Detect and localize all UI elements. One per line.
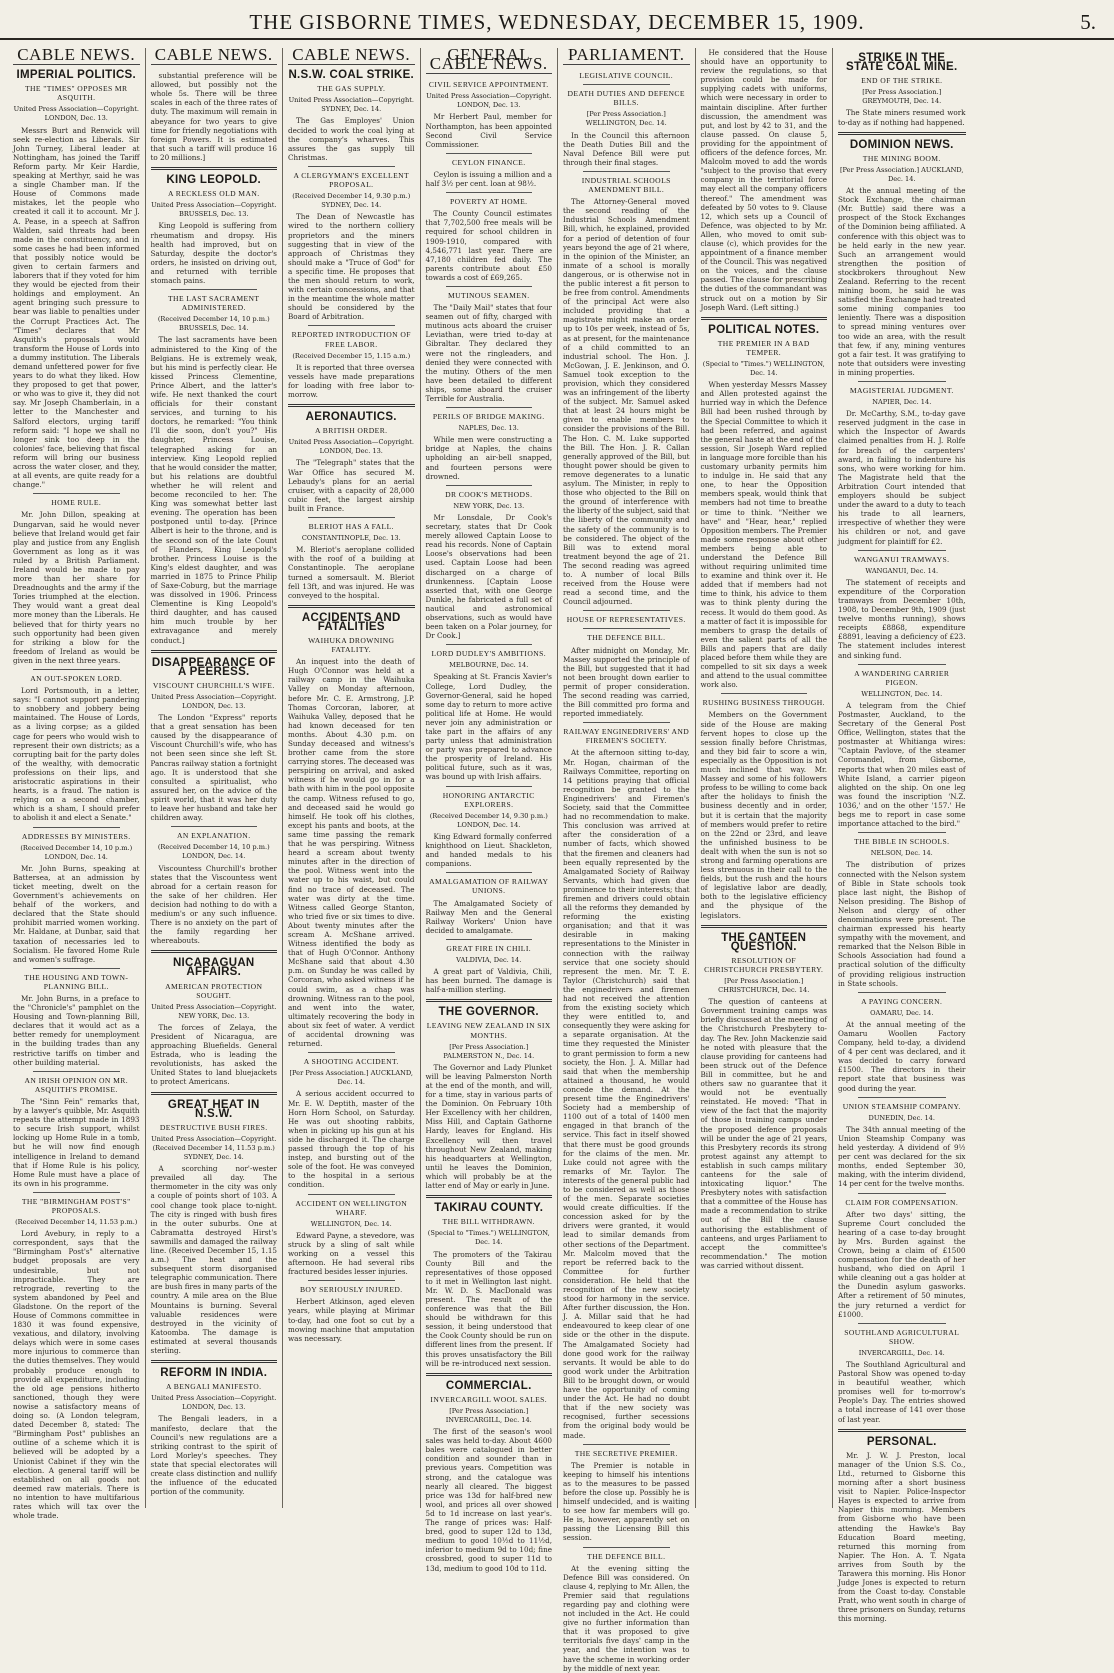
article — [13, 968, 140, 1067]
article-body: The last sacraments have been administered to the King of the Belgians. He is extremely weak, but his mind is perfectly clear. He kissed Princess Clementine, Prince Albert, and the latter's wife. He next thanked the court officials for their constant services, and turning to his doctors, he remarked: "You think I'll die soon, don't you?" His daughter, Princess Louise, telegraphed asking for an interview. King Leopold replied that he would consider the matter, but his relations are doubtful whether he will relent and become reconciled to her. The King was somewhat better last evening. The operation has been postponed until to-day. [Prince Albert is heir to the throne, and is the second son of the late Count of Flanders, King Leopold's brother. Princess Louise is the King's eldest daughter, and was married in 1875 to Prince Philip of Saxe-Coburg, but the marriage was dissolved in 1906. Princess Clementine is King Leopold's third daughter, and has caused him much trouble by her extravagance and merely conduct.] — [150, 335, 277, 645]
article — [151, 650, 278, 823]
dateline: WANGANUI, Dec. 14. — [865, 566, 939, 575]
headline: THE CANTEEN QUESTION. — [721, 931, 807, 953]
divider — [583, 1444, 670, 1445]
subheadline: THE DEFENCE BILL. — [587, 1551, 666, 1561]
article-body: King Leopold is suffering from rheumatism and dropsy. His health had improved, but on Saturday, despite the doctor's orders, he insisted on driving out, and returned with terrible stomach pains. — [150, 221, 277, 285]
divider — [426, 1195, 553, 1198]
article-body: Mr. John Burns, in a preface to the "Chronicle's" pamphlet on the Housing and Town-planning Bill, declares that it would act as a better remedy for unemployment in the building trades than any restrictive tariffs on timber and other building material. — [13, 994, 140, 1067]
divider — [583, 1547, 670, 1548]
divider — [288, 404, 415, 407]
article-body: Lord Portsmouth, in a letter, says: "I cannot support pandering to snobbery and jobbery being maintained. The House of Lords, as a living corpse; as a gilded cage for peers who would wish to represent their own districts; as a corrupting bait for the party doles of the wealthy, with democratic professions on their lips, and aristocratic aspirations in their hearts, is a fraud. The nation is relying on a second chamber, which is a sham, I should prefer to abolish it and elect a Senate." — [13, 686, 140, 823]
article-body: The "Daily Mail" states that four seamen out of fifty, charged with mutinous acts aboard the cruiser Leviathan, were tried to-day at Gibraltar. They declared they were not the ringleaders, and denied they were connected with the mutiny. Others of the men have been detailed to different ships, some aboard the cruiser Terrible for Australia. — [425, 303, 552, 403]
article-body: The first of the season's wool sales was held to-day. About 4600 bales were catalogued in better condition and sounder than in previous years. Competition was strong, and the catalogue was nearly all cleared. The biggest price was 13d for half-bred new wool, and prices all over showed 5d to 1d increase on last year's. The range of prices was: Half-bred, good to super 12d to 13d, medium to good 10½d to 11½d, inferior to medium 9d to 10d; fine crossbred, good to super 11d to 13d, medium to good 10d to 11d. — [425, 1427, 552, 1573]
divider — [151, 167, 278, 170]
dateline: United Press Association—Copyright. LONDON, Dec. 13. — [151, 692, 277, 710]
dateline: WELLINGTON, Dec. 14. — [310, 1219, 392, 1228]
column-header: CABLE NEWS. — [288, 48, 415, 65]
subheadline: THE PREMIER IN A BAD TEMPER. — [717, 338, 810, 357]
subheadline: MAGISTERIAL JUDGMENT. — [849, 386, 954, 395]
subheadline: GREAT FIRE IN CHILI. — [446, 943, 532, 953]
headline: N.S.W. COAL STRIKE. — [288, 69, 415, 82]
article — [151, 167, 278, 285]
subheadline: REPORTED INTRODUCTION OF FREE LABOR. — [291, 330, 411, 349]
article-body: Dr. McCarthy, S.M., to-day gave reserved judgment in the case in which the Inspector of Awards claimed penalties from H. J. Rolfe for breach of the carpenters' award, in failing to indenture his sons, who were working for him. The Magistrate held that the Arbitration Court intended that employers should be subject under the award to a duty to teach his trade to all learners, irrespective of whether they were his children or not, and gave judgment for plaintiff for £2. — [838, 409, 966, 546]
article-body: Mr. J. W. J. Preston, local manager of the Union S.S. Co., Ltd., returned to Gisborne this morning after a short business visit to Napier. Police-Inspector Hayes is expected to arrive from Napier this morning. Members from Gisborne who have been attending the Hawke's Bay Education Board meeting, returned this morning from Napier. The Hon. A. T. Ngata arrives from South by the Tarawera this morning. His Honor Judge Jones is expected to return from the Coast to-day. Constable Pratt, who went south in charge of three prisoners on Sunday, returns this morning. — [838, 1450, 966, 1624]
article-body: King Edward formally conferred knighthood on Lieut. Shackleton, and handed medals to his companions. — [425, 831, 552, 869]
article — [701, 925, 828, 1270]
dateline: OAMARU, Dec. 14. — [870, 1008, 934, 1017]
article-body: The forces of Zelaya, the President of Nicaragua, are approaching Bluefields. General Estrada, who is leading the revolutionists, has asked the United States to land bluejackets to protect Americans. — [150, 1022, 277, 1087]
divider — [858, 1193, 946, 1194]
column-header: PARLIAMENT. — [563, 48, 690, 65]
divider — [151, 950, 278, 953]
article — [288, 1194, 415, 1277]
article — [13, 827, 140, 964]
headline: STRIKE IN THE STATE COAL MINE. — [846, 52, 958, 74]
subheadline: RAILWAY ENGINEDRIVERS' AND FIREMEN'S SOCIETY. — [563, 727, 690, 746]
article-body: After two days' sitting, the Supreme Court concluded the hearing of a case to-day brought by Mrs. Burden against the Crown, being a claim of £1500 compensation for the death of her husband, who died on April 1 while cleaning out a gas holder at the Dunedin asylum gasworks. After a retirement of 50 minutes, the jury returned a verdict for £1000. — [838, 1209, 966, 1319]
divider — [858, 381, 946, 382]
dateline: (Received December 14, 9.30 p.m.) LONDON, Dec. 14. — [429, 811, 548, 829]
subheadline: HONORING ANTARCTIC EXPLORERS. — [442, 790, 535, 809]
article-body: While men were constructing a bridge at Naples, the chains upholding an air-bell snapped, and fourteen persons were drowned. — [425, 435, 552, 481]
dateline: (Received December 14, 10 p.m.) LONDON, Dec. 14. — [157, 843, 270, 861]
dateline: United Press Association—Copyright. BRUSSELS, Dec. 13. — [151, 201, 277, 219]
article — [426, 80, 553, 149]
newspaper-title: THE GISBORNE TIMES, WEDNESDAY, DECEMBER 15, 1909. — [249, 10, 865, 34]
subheadline: END OF THE STRIKE. — [861, 76, 943, 86]
article — [563, 84, 690, 167]
article — [426, 1373, 553, 1573]
divider — [583, 84, 670, 85]
divider — [446, 485, 533, 486]
headline: TAKIRAU COUNTY. — [434, 1202, 544, 1215]
article — [838, 54, 966, 127]
article-body: Members on the Government side of the House are making fervent hopes to close up the session finally before Christmas, and they bid fair to score a win, especially as the Opposition is not much inclined that way. Mr. Massey and some of his followers profess to be willing to come back after the holidays to finish the business decently and in order, but it is certain that the majority of members would prefer to retire on the 22nd or 23rd, and leave the unfinished business to be dealt with when the sun is not so strong and farming operations are less strenuous in their call to the fields, but the rush and the hours of legislative labor are deadly, both to the legislative efficiency and the physique of the legislators. — [700, 710, 827, 920]
subheadline: AMALGAMATION OF RAILWAY UNIONS. — [429, 877, 549, 896]
divider — [446, 153, 533, 154]
dateline: United Press Association—Copyright. LONDON, Dec. 13. — [151, 1394, 277, 1412]
divider — [446, 939, 533, 940]
dateline: NAPLES, Dec. 13. — [458, 424, 519, 433]
article — [701, 693, 828, 919]
subheadline: INDUSTRIAL SCHOOLS AMENDMENT BILL. — [581, 175, 671, 195]
subheadline: LEAVING NEW ZEALAND IN SIX MONTHS. — [426, 1021, 551, 1040]
article — [13, 1192, 140, 1520]
article-body: The Premier is notable in keeping to himself his intentions as to the measures to be passed before the close up. Possibly he is himself undecided, and is waiting to see how far members will go. He is, however, apparently set on passing the Licensing Bill this session. — [563, 1460, 690, 1543]
article — [426, 786, 553, 869]
article — [426, 999, 553, 1190]
article-body: The County Council estimates that 7,702,500 free meals will be required for school children in 1909-1910, compared with 4,546,771 last year. There are 47,180 children fed daily. The parents contribute about £50 towards a cost of £69,265. — [425, 209, 552, 282]
subheadline: RESOLUTION OF CHRISTCHURCH PRESBYTERY. — [704, 955, 824, 974]
divider — [701, 317, 828, 320]
article — [563, 628, 690, 718]
headline: DISAPPEARANCE OF A PEERESS. — [151, 656, 276, 678]
dateline: DUNEDIN, Dec. 14. — [868, 1113, 935, 1122]
divider — [583, 722, 670, 723]
divider — [446, 786, 533, 787]
headline: POLITICAL NOTES. — [708, 323, 820, 336]
article-body: A serious accident occurred to Mr. E. W. Deptith, master of the Horn Horn School, on Saturday. He was out shooting rabbits, when in picking up his gun at his side he discharged it. The charge passed through the top of his instep, and bursting out of the sole of the foot. He was conveyed to the hospital in a serious condition. — [288, 1089, 415, 1190]
article-body: A telegram from the Chief Postmaster, Auckland, to the Secretary of the General Post Office, Wellington, states that the postmaster at Whitianga wires: "Captain Pavlove, of the steamer Coromandel, from Gisborne, reports that when 20 miles east of White Island, a carrier pigeon alighted on the ship. On one leg was found the inscription 'N.Z. 1036,' and on the other '157.' He begs me to report in case some importance attached to the bird." — [838, 700, 966, 829]
article — [838, 132, 966, 377]
article — [838, 1429, 966, 1624]
divider — [171, 826, 258, 827]
divider — [858, 992, 946, 993]
article — [838, 832, 966, 988]
dateline: (Received December 14, 11.53 p.m.) — [15, 1218, 138, 1227]
subheadline: PERILS OF BRIDGE MAKING. — [432, 412, 545, 422]
subheadline: AN IRISH OPINION ON MR. ASQUITH'S PROMISE. — [24, 1075, 128, 1094]
divider — [446, 872, 533, 873]
dateline: United Press Association—Copyright. LONDON, Dec. 13. — [288, 438, 414, 456]
divider — [33, 493, 120, 494]
article-body: Mr Herbert Paul, member for Northampton, has been appointed Second Civil Service Commissioner. — [425, 112, 552, 149]
article-body: The London "Express" reports that a great sensation has been caused by the disappearance of Viscount Churchill's wife, who has not been seen since she left St. Pancras railway station a fortnight ago. It is understood that she consulted a spiritualist, who assured her, on the advice of the spirit world, that it was her duty to leave her husband and take her children away. — [150, 713, 277, 823]
article — [288, 605, 415, 1048]
divider — [308, 1280, 395, 1281]
article — [563, 1547, 690, 1673]
subheadline: CLAIM FOR COMPENSATION. — [845, 1197, 959, 1207]
headline: DOMINION NEWS. — [849, 138, 954, 151]
column-7 — [833, 48, 971, 1624]
subheadline: THE SECRETIVE PREMIER. — [574, 1448, 678, 1458]
divider — [446, 407, 533, 408]
divider — [308, 1194, 395, 1195]
article-body: Messrs Burt and Renwick will seek re-election as Liberals. Sir John Turney, Liberal leader at Nottingham, has joined the Tariff Reform party. Mr Keir Hardie, speaking at Merthyr, said he was a single Chamber man. If the House of Commons made mistakes, let the people who created it call it to account. Mr J. A. Pease, in a speech at Saffron Walden, said threats had been made in the constituency, and in some cases he had been informed that possibly notice would be given to certain farmers and laborers that if they voted for him they would be ejected from their holdings and employment. An agent bringing such pressure to bear was liable to penalties under the Corrupt Practices Act. The "Times" declares that Mr Asquith's proposals would transform the House of Lords into a dummy institution. The Liberals demand unfettered power for five years to do what they liked. How they proposed to get that power, or who was to give it, they did not say. Mr Joseph Chamberlain, in a letter to the Manchester and Salford electors, urging tariff reform said: "I hope we shall no longer sink too deep in the colonies' face, believing that fiscal reform will bring our business across the water closer, and they, at all events, are quite ready for a change." — [13, 125, 140, 490]
article — [426, 485, 553, 641]
divider — [33, 1192, 120, 1193]
article — [288, 166, 415, 322]
dateline: United Press Association—Copyright. LONDON, Dec. 13. — [426, 92, 552, 110]
article-body: A great part of Valdivia, Chili, has been burned. The damage is half-a-million sterling. — [425, 967, 552, 995]
divider — [308, 517, 395, 518]
dateline: [Per Press Association.] AUCKLAND, Dec. 14. — [839, 165, 964, 183]
article-body: It is reported that three oversea vessels have made preparations for loading with free labor to-morrow. — [288, 362, 415, 399]
dateline: NEW YORK, Dec. 13. — [453, 501, 525, 510]
column-6 — [696, 48, 834, 1508]
dateline: MELBOURNE, Dec. 14. — [449, 661, 529, 670]
column-5 — [558, 45, 696, 1673]
article — [838, 550, 966, 660]
article-body: M. Bleriot's aeroplane collided with the roof of a building at Constantinople. The aeroplane turned a somersault. M. Bleriot fell 13ft, and was injured. He was conveyed to the hospital. — [288, 545, 415, 600]
dateline: (Received December 14, 10 p.m.) BRUSSELS, Dec. 14. — [157, 315, 270, 333]
divider — [33, 968, 120, 969]
article — [838, 381, 966, 546]
article-body: Viscountess Churchill's brother states that the Viscountess went abroad for a certain reason for the sake of her children. Her decision had nothing to do with a medium's or any such influence. There is no anxiety on the part of the family regarding her whereabouts. — [150, 863, 277, 946]
subheadline: A BENGALI MANIFESTO. — [166, 1382, 262, 1392]
column-3 — [283, 45, 421, 1508]
headline: THE GOVERNOR. — [438, 1006, 539, 1019]
subheadline: THE HOUSING AND TOWN-PLANNING BILL. — [24, 972, 129, 991]
column-4 — [421, 45, 559, 1573]
article — [838, 1323, 966, 1424]
headline: NICARAGUAN AFFAIRS. — [172, 957, 255, 979]
column-header: CABLE NEWS. — [151, 48, 278, 65]
article — [426, 644, 553, 781]
dateline: WELLINGTON, Dec. 14. — [861, 689, 943, 698]
article-body: At the afternoon sitting to-day, Mr. Hogan, chairman of the Railways Committee, reporting on 14 petitions praying that official recognition be granted to the Enginedrivers' and Firemen's Society, said that the Committee had no recommendation to make. This conclusion was arrived at after the consideration of a number of facts, which showed that the firemen and cleaners had been equally represented by the Amalgamated Society of Railway Servants, which had given due prominence to their interests; that firemen and drivers could obtain all the reforms they demanded by reforming the existing organisation; and that it was desirable in making representations to the Minister in connection with the railway service that one society should represent the men. Mr. T. E. Taylor (Christchurch) said that the enginedrivers and firemen had not received the attention from the existing society which they were entitled to, and consequently they were asking for a separate organisation. At the time they requested the Minister to grant permission to form a new society, the Hon. J. A. Millar had said that when the membership attained a thousand, he would concede the demand. At the present time the Enginedrivers' Society had a membership of 1100 out of a total of 1400 men engaged in that branch of the service. This fact in itself showed that there must be good grounds for the claims of the men. Mr. Luke could not agree with the remarks of Mr. Taylor. The interests of the general public had to be considered as well as those of the men. Separate societies would create difficulties. If the concession asked for by the drivers were granted, it would lead to similar demands from other sections of the Department. Mr. Malcolm moved that the report be referred back to the Committee for further consideration. He held that the recognition of the new society stood for harmony in the service. After further discussion, the Hon. J. A. Millar said that he had endeavoured to keep clear of one side or the other in the dispute. The Amalgamated Society had done good work for the railway servants. It would be able to do good work under the Arbitration Bill to be brought down, or would have the opportunity of coming under the Act. He had no doubt that if the new society was recognised, further secessions from the original body would be made. — [563, 748, 690, 1440]
subheadline: A SHOOTING ACCIDENT. — [303, 1057, 399, 1067]
divider — [583, 610, 670, 611]
article-body: The 34th annual meeting of the Union Steamship Company was held yesterday. A dividend of 9½ per cent was declared for the six months, ended September 30, making, with the interim dividend, 14 per cent for the twelve months. — [838, 1124, 966, 1189]
subheadline: BOY SERIOUSLY INJURED. — [299, 1285, 403, 1295]
column-header: CABLE NEWS. — [13, 48, 140, 65]
article — [288, 517, 415, 600]
dateline: (Received December 15, 1.15 a.m.) — [292, 351, 411, 360]
divider — [33, 1071, 120, 1072]
article-body: The question of canteens at Government training camps was briefly discussed at the meeting of the Christchurch Presbytery to-day. The Rev. John Mackenzie said he noted with pleasure that the clause providing for canteens had been struck out of the Defence Bill in committee, but he and others saw no guarantee that it would not be eventually reinstated. He moved: "That in view of the fact that the majority of those in training camps under the proposed defence proposals will be under the age of 21 years, this Presbytery records its strong protest against any attempt to establish in such camps military canteens for the sale of intoxicating liquor." The Presbytery notes with satisfaction that a committee of the House has made a recommendation to strike out of the Bill the clause authorising the establishment of canteens, and urges Parliament to accept the committee's recommendation." The motion was carried without dissent. — [700, 997, 827, 1270]
subheadline: A BRITISH ORDER. — [315, 426, 388, 436]
column-header: GENERAL CABLE NEWS. — [426, 48, 553, 74]
article — [426, 192, 553, 282]
divider — [308, 325, 395, 326]
subheadline: CIVIL SERVICE APPOINTMENT. — [428, 80, 549, 90]
subheadline: THE LAST SACRAMENT ADMINISTERED. — [168, 294, 260, 313]
article-body: He considered that the House should have an opportunity to review the regulations, so that provision could be made for supplying cadets with uniforms, which were necessary in order to maintain discipline. After further discussion, the amendment was put, and lost by 42 to 31, and the clause passed. On clause 5, providing for the appointment of officers of the defence forces, Mr. Malcolm moved to add the words "subject to the proviso that every company in the territorial force may elect all the company officers thereof." The amendment was defeated by 50 votes to 9. Clause 12, which sets up a Council of Defence, was objected to by Mr. Allen, who moved to omit sub-clause (c), which provides for the appointment of a finance member of the Council. This was negatived on the voices, and the clause passed. The clause for prescribing the duties of the commandant was struck out on a motion by Sir Joseph Ward. (Left sitting.) — [700, 48, 827, 312]
divider — [701, 925, 828, 928]
article-body: The Dean of Newcastle has wired to the northern colliery proprietors and the miners suggesting that in view of the approach of Christmas they should make a "Truce of God" for a specific time. He proposes that the men should return to work, with certain concessions, and that in the meantime the whole matter should be considered by the Board of Arbitration. — [288, 212, 415, 322]
article-body: In the Council this afternoon the Death Duties Bill and the Naval Defence Bill were put through their final stages. — [563, 130, 690, 167]
subheadline: HOME RULE. — [51, 498, 102, 508]
article — [838, 664, 966, 829]
divider — [151, 1092, 278, 1095]
article — [426, 153, 553, 188]
subheadline: INVERCARGILL WOOL SALES. — [430, 1394, 548, 1404]
article-body: The distribution of prizes connected with the Nelson system of Bible in State schools took place last night, the Bishop of Nelson presiding. The Bishop of Nelson and clergy of other denominations were present. The chairman expressed his hearty sympathy with the movement, and remarked that the Nelson Bible in Schools Association had found a practical solution of the difficulty of providing religious instruction in State schools. — [838, 860, 966, 988]
divider — [858, 1097, 946, 1098]
page-number: 5. — [1080, 10, 1096, 34]
subheadline: AMERICAN PROTECTION SOUGHT. — [165, 981, 263, 1000]
subheadline: SOUTHLAND AGRICULTURAL SHOW. — [844, 1327, 960, 1346]
article — [563, 1444, 690, 1543]
subheadline: A RECKLESS OLD MAN. — [167, 189, 260, 199]
headline: COMMERCIAL. — [445, 1379, 532, 1392]
article-body: When yesterday Messrs Massey and Allen protested against the hurried way in which the Defence Bill had been rushed through by the Special Committee to which it had been referred, and against the general haste at the end of the session, Sir Joseph Ward replied in language more forcible than his customary urbanity permits him to indulge in. He said that any one, to hear the Opposition members speak, would think that members had not time to breathe or time to think. "Neither we have" and "Hear, hear," replied Opposition members. The Premier made some response about other members being able to understand the Defence Bill without requiring unlimited time to examine and think over it. He added that if members had not time to think, his advice to them was to think plenty during the recess. It would do them good. As a matter of fact it is impossible for members to grasp the details of even the salient parts of all the Bills and papers that are daily placed before them while they are compelled to sit six days a week and attend to the usual committee work also. — [700, 380, 827, 690]
subheadline: WANGANUI TRAMWAYS. — [854, 554, 950, 564]
article-body: The promoters of the Takirau County Bill and the representatives of those opposed to it met in Wellington last night. Mr. W. D. S. MacDonald was present. The result of the conference was that the Bill should be withdrawn for this session, it being understood that the Cook County should be run on different lines from the present. If this proves unsatisfactory the Bill will be re-introduced next session. — [425, 1249, 552, 1368]
subheadline: THE "TIMES" OPPOSES MR ASQUITH. — [24, 84, 128, 103]
subheadline: A WANDERING CARRIER PIGEON. — [854, 668, 950, 687]
article — [426, 407, 553, 481]
divider — [583, 171, 670, 172]
article-body: A scorching nor'-wester prevailed all day. The thermometer in the city was only a couple of points short of 103. A cool change took place to-night. The city is ringed with bush fires in the outer suburbs. One at Cabramatta destroyed Hirst's sawmills and damaged the railway line. (Received December 15, 1.15 a.m.) The heat and the subsequent storm disorganised telegraphic communication. There are bush fires in many parts of the country. A mile area on the Blue Mountains is burning. Several valuable residences were destroyed in the vicinity of Katoomba. The damage is estimated at several thousands sterling. — [150, 1164, 277, 1355]
divider — [33, 669, 120, 670]
article-body: The Attorney-General moved the second reading of the Industrial Schools Amendment Bill, which, he explained, provided for a period of detention of four years beyond the age of 21 where, in the opinion of the Minister, an inmate of a school is morally dangerous, or is otherwise not in the public interest a fit person to be free from control. Amendments of the principal Act were also included providing that a magistrate might make an order up to 10s per week, instead of 5s, as at present, for the maintenance of a child committed to an industrial school. The Hon. J. McGowan, J. E. Jenkinson, and O. Samuel took exception to the provision, which they considered was an infringement of the liberty of the subject. Mr. Samuel asked that at least 24 hours might be given to enable members to consider the provisions of the Bill. The Hon. C. M. Luke supported the Bill. The Hon. J. R. Callan generally approved of the Bill, but thought power should be given to remove degenerates to a lunatic asylum. The Minister, in reply to those who objected to the Bill on the ground of interference with the liberty of the subject, said that the liberty of the community and the safety of the community is to be considered. The object of the Bill was to extend moral treatment beyond the age of 21. The second reading was agreed to. A number of local Bills received from the House were read a second time, and the Council adjourned. — [563, 197, 690, 607]
headline: PERSONAL. — [866, 1435, 937, 1448]
divider — [151, 1360, 278, 1363]
subheadline: UNION STEAMSHIP COMPANY. — [842, 1101, 961, 1111]
article — [426, 939, 553, 994]
subheadline: THE GAS SUPPLY. — [317, 84, 386, 94]
article-body: An inquest into the death of Hugh O'Connor was held at a railway camp in the Waihuka Valley on Monday afternoon, before Mr. C. E. Armstrong, J.P. Thomas Corcoran, laborer, at Waihuka Valley, deposed that he had known deceased for ten months. About 4.30 p.m. on Sunday deceased and witness's brother came from the store carrying stores. The deceased was perspiring on arrival, and asked witness if he would go in for a bath with him in the pool opposite the camp. Witness refused to go, and deceased said he would go himself. He took off his clothes, except his pants and boots, at the same time passing the remark that he was perspiring. Witness heard a scream about twenty minutes after in the direction of the pool. Witness went into the water up to his waist, but could find no trace of deceased. The water was dirty at the time. Witness called George Stanton, who tried five or six times to dive. About twenty minutes after the scream A. McShane arrived. Witness identified the body as that of Hugh O'Connor. Anthony McShane said that about 4.30 p.m. on Sunday he was called by Corcoran, who asked witness if he could swim, as a chap was drowning. Witness ran to the pool, and went into the water, ultimately recovering the body in about six feet of water. A verdict of accidental drowning was returned. — [288, 657, 415, 1049]
dateline: VALDIVIA, Dec. 14. — [456, 955, 522, 964]
article-body: The State miners resumed work to-day as if nothing had happened. — [838, 108, 966, 127]
article — [151, 289, 278, 645]
article — [151, 1092, 278, 1356]
dateline: NELSON, Dec. 14. — [870, 849, 933, 858]
divider — [858, 664, 946, 665]
subheadline: THE DEFENCE BILL. — [587, 633, 666, 643]
headline: ACCIDENTS AND FATALITIES — [301, 611, 401, 633]
article-body: Mr. John Dillon, speaking at Dungarvan, said he would never believe that Ireland would get fair play and justice from any English Government as long as it was ruled by a British Parliament. Ireland would be made to pay more than her share for Dreadnoughts and the army if the Tories triumphed at the election. They would want a great deal more money than the Liberals. He believed that for thirty years no such opportunity had been given for striking a blow for the freedom of Ireland as would be given in the next three years. — [13, 510, 140, 665]
subheadline: VISCOUNT CHURCHILL'S WIFE. — [152, 680, 275, 690]
article — [838, 1097, 966, 1189]
article — [13, 493, 140, 665]
article — [288, 1052, 415, 1189]
dateline: United Press Association—Copyright. NEW YORK, Dec. 13. — [151, 1002, 277, 1020]
headline: KING LEOPOLD. — [166, 174, 262, 187]
dateline: United Press Association—Copyright. (Received December 14, 11.53 p.m.) SYDNEY, Dec. 14. — [151, 1134, 277, 1162]
article — [426, 286, 553, 403]
article-body: The "Sinn Fein" remarks that, by a lawyer's quibble, Mr. Asquith repeats the attempt made in 1893 to secure Irish support, whilst locking up Home Rule in a tomb, but he will now find enough intelligence in Ireland to demand that if Home Rule is his policy, Home Rule must have a place of its own in his programme. — [13, 1096, 140, 1188]
dateline: United Press Association—Copyright. SYDNEY, Dec. 14. — [288, 96, 414, 114]
article-body: Ceylon is issuing a million and a half 3½ per cent. loan at 98½. — [425, 169, 552, 189]
divider — [446, 286, 533, 287]
divider — [171, 289, 258, 290]
subheadline: DEATH DUTIES AND DEFENCE BILLS. — [567, 89, 685, 108]
subheadline: AN OUT-SPOKEN LORD. — [30, 674, 123, 683]
article — [563, 71, 690, 80]
article-body: Edward Payne, a stevedore, was struck by a sling of salt while working on a vessel this afternoon. He had several ribs fractured besides lesser injuries. — [288, 1230, 415, 1277]
dateline: INVERCARGILL, Dec. 14. — [858, 1348, 945, 1357]
subheadline: BLERIOT HAS A FALL. — [308, 522, 394, 532]
subheadline: HOUSE OF REPRESENTATIVES. — [566, 615, 686, 625]
subheadline: CEYLON FINANCE. — [452, 157, 526, 167]
dateline: (Received December 14, 9.30 p.m.) SYDNEY, Dec. 14. — [292, 192, 411, 210]
divider — [583, 628, 670, 629]
article-body: At the annual meeting of the Oamaru Woollen Factory Company, held to-day, a dividend of 4 per cent was declared, and it was decided to carry forward £1500. The directors in their report state that business was good during the year. — [838, 1019, 966, 1093]
divider — [308, 166, 395, 167]
article-body: The Bengali leaders, in a manifesto, declare that the Council's new regulations are a striking contrast to the spirit of Lord Morley's speeches. They state that special electorates will create class distinction and nullify the influence of the educated portion of the community. — [150, 1414, 277, 1497]
dateline: [Per Press Association.] PALMERSTON N., Dec. 14. — [443, 1042, 535, 1060]
divider — [838, 132, 966, 135]
subheadline: DR COOK'S METHODS. — [445, 489, 533, 499]
article-body: The Southland Agricultural and Pastoral Show was opened to-day in beautiful weather, which promises well for to-morrow's People's Day. The entries showed a total increase of 141 over those of last year. — [838, 1360, 966, 1424]
divider — [426, 1373, 553, 1376]
subheadline: THE BILL WITHDRAWN. — [442, 1217, 535, 1227]
masthead — [0, 0, 1114, 40]
article — [563, 610, 690, 624]
dateline: (Special to "Times.") WELLINGTON, Dec. 14. — [427, 1229, 550, 1247]
article — [426, 1195, 553, 1368]
article-body: After midnight on Monday, Mr. Massey supported the principle of the Bill, but suggested that it had not been brought down earlier to permit of proper consideration. The second reading was carried, the Bill committed pro forma and reported immediately. — [563, 645, 690, 719]
subheadline: A CLERGYMAN'S EXCELLENT PROPOSAL. — [293, 170, 410, 190]
subheadline: LEGISLATIVE COUNCIL. — [579, 71, 674, 81]
article-body: At the evening sitting the Defence Bill was considered. On clause 4, replying to Mr. Allen, the Premier said that regulations regarding pay and clothing were not included in the Act. He could give no further information than that it was proposed to give territorials five days' camp in the year, and the intention was to have the scheme in working order by the middle of next year. — [563, 1563, 690, 1673]
dateline: United Press Association—Copyright. LONDON, Dec. 13. — [13, 105, 139, 123]
headline: REFORM IN INDIA. — [160, 1367, 268, 1380]
article — [838, 992, 966, 1093]
article-body: substantial preference will be allowed, but possibly not the whole 5s. There will be three scales in each of the three rates of duty. The maximum will remain in abeyance for two years to give time for friendly negotiations with foreign Powers. It is estimated that such a tariff will produce 16 to 20 millions.] — [150, 71, 277, 162]
divider — [33, 827, 120, 828]
subheadline: ADDRESSES BY MINISTERS. — [21, 831, 131, 841]
divider — [426, 999, 553, 1002]
divider — [288, 605, 415, 608]
dateline: NAPIER, Dec. 14. — [872, 398, 932, 407]
divider — [308, 1052, 395, 1053]
article — [838, 1193, 966, 1319]
dateline: [Per Press Association.] GREYMOUTH, Dec. 14. — [862, 88, 942, 106]
subheadline: A PAYING CONCERN. — [861, 996, 943, 1006]
dateline: [Per Press Association.] AUCKLAND, Dec. 14. — [289, 1069, 414, 1087]
divider — [858, 832, 946, 833]
article — [13, 669, 140, 823]
subheadline: THE "BIRMINGHAM POST'S" PROPOSALS. — [21, 1196, 131, 1215]
divider — [838, 1429, 966, 1432]
subheadline: POVERTY AT HOME. — [450, 197, 528, 207]
divider — [721, 693, 808, 694]
article-body: Lord Avebury, in reply to a correspondent, says that the "Birmingham Post's" alternative budget proposals are very undesirable, but not impracticable. They are retrograde, reverting to the system abandoned by Peel and Gladstone. On the report of the House of Commons committee in 1830 it was found expensive, vexatious, and dilatory, involving delays which were in some cases more injurious to commerce than the duties themselves. They would probably produce enough to provide all expenditure, including the old age pensions hitherto sanctioned, though they were nowise a satisfactory means of doing so. (A London telegram, dated December 8, stated: The "Birmingham Post" publishes an outline of a scheme which it is believed will be adopted by a Unionist Cabinet if they win the election. A general tariff will be established on all goods not deemed raw materials. There is no intention to have multifarious rates which will tax over the whole trade. — [13, 1229, 140, 1521]
article-body: Mr Lonsdale, Dr Cook's secretary, states that Dr Cook merely allowed Captain Loose to read his records. None of Captain Loose's observations had been used. Captain Loose had been discharged on a charge of drunkenness. [Captain Loose asserted that, with one George Dunkle, he fabricated a full set of nautical and astronomical observations, such as would have been taken on a Polar journey, for Dr Cook.] — [425, 512, 552, 641]
article-body: The "Telegraph" states that the War Office has secured M. Lebaudy's plans for an aerial cruiser, with a capacity of 28,000 cubic feet, the largest airship built in France. — [288, 458, 415, 513]
newspaper-columns — [8, 45, 1108, 1673]
article — [288, 404, 415, 513]
subheadline: MUTINOUS SEAMEN. — [448, 290, 530, 300]
divider — [446, 644, 533, 645]
subheadline: WAIHUKA DROWNING FATALITY. — [308, 635, 395, 655]
article-body: Herbert Atkinson, aged eleven years, while playing at Mirimar to-day, had one foot so cut by a mowing machine that amputation was necessary. — [288, 1297, 415, 1343]
divider — [858, 1323, 946, 1324]
subheadline: DESTRUCTIVE BUSH FIRES. — [159, 1122, 268, 1132]
subheadline: AN EXPLANATION. — [177, 831, 251, 841]
article — [151, 826, 278, 945]
article — [701, 48, 828, 312]
article-body: The Gas Employes' Union decided to work the coal lying at the company's wharves. This assures the gas supply till Christmas. — [288, 116, 415, 162]
headline: IMPERIAL POLITICS. — [16, 69, 137, 82]
headline: GREAT HEAT IN N.S.W. — [167, 1098, 260, 1120]
divider — [151, 650, 278, 653]
subheadline: THE BIBLE IN SCHOOLS. — [854, 837, 950, 847]
article — [701, 317, 828, 690]
article-body: At the annual meeting of the Stock Exchange, the chairman (Mr. Buttle) said there was a prospect of the Stock Exchanges of the Dominion being affiliated. A conference with this object was to be held early in the new year. Such an arrangement would strengthen the position of stockbrokers throughout New Zealand. Referring to the recent mining boom, he said he was satisfied the Exchange had treated some mining companies too leniently. There was a disposition to spread mining ventures over too wide an area, with the result that few, if any, mining ventures got a fair test. It was gratifying to note that outsiders were investing in mining properties. — [838, 186, 966, 377]
article — [288, 1280, 415, 1343]
article — [151, 71, 278, 162]
subheadline: RUSHING BUSINESS THROUGH. — [702, 698, 825, 708]
dateline: [Per Press Association.] CHRISTCHURCH, Dec. 14. — [718, 977, 810, 995]
dateline: CONSTANTINOPLE, Dec. 13. — [301, 534, 401, 543]
column-1 — [8, 45, 146, 1521]
article — [151, 1360, 278, 1496]
article — [151, 950, 278, 1086]
article-body: Mr. John Burns, speaking at Battersea, at an admission by ticket meeting, dwelt on the Government's achievements on behalf of the workers, and declared that the State should prohibit married women working. Mr. Haldane, at Dunbar, said that taxation of necessaries led to Socialism. He favored Home Rule and women's suffrage. — [13, 863, 140, 964]
dateline: (Received December 14, 10 p.m.) LONDON, Dec. 14. — [20, 843, 133, 861]
article-body: The Governor and Lady Plunket will be leaving Palmerston North at the end of the month, and will, for a time, stay in various parts of the Dominion. On February 10th Her Excellency with her children, Miss Hill, and Captain Gathorne Hardy, leaves for England. His Excellency will then travel throughout New Zealand, making his headquarters at Wellington, until he leaves the Dominion, which will probably be at the latter end of May or early in June. — [425, 1062, 552, 1191]
dateline: (Special to "Times.") WELLINGTON, Dec. 14. — [702, 360, 825, 378]
dateline: [Per Press Association.] INVERCARGILL, Dec. 14. — [445, 1406, 532, 1424]
subheadline: LORD DUDLEY'S AMBITIONS. — [431, 649, 547, 659]
article — [288, 325, 415, 399]
article-body: The statement of receipts and expenditure of the Corporation tramways from December 10th, 1908, to December 9th, 1909 (just twelve months running), shows receipts £8868, expenditure £8891, leaving a deficiency of £23. The statement includes interest and sinking fund. — [838, 577, 966, 660]
article — [288, 71, 415, 162]
article-body: The Amalgamated Society of Railway Men and the General Railway Workers' Union have decided to amalgamate. — [425, 898, 552, 935]
headline: AERONAUTICS. — [305, 411, 397, 424]
article — [426, 872, 553, 935]
divider — [446, 192, 533, 193]
divider — [858, 550, 946, 551]
subheadline: ACCIDENT ON WELLINGTON WHARF. — [295, 1198, 408, 1217]
dateline: [Per Press Association.] WELLINGTON, Dec. 14. — [585, 110, 667, 128]
article — [563, 171, 690, 606]
article — [13, 1071, 140, 1188]
column-2 — [146, 45, 284, 1508]
article — [563, 722, 690, 1439]
article-body: Speaking at St. Francis Xavier's College, Lord Dudley, the Governor-General, said he hoped some day to return to more active political life at Home. He would never join any administration or take part in the affairs of any party unless that administration or party was prepared to advance the prosperity of Ireland. His political future, such as it was, was bound up with Irish affairs. — [425, 672, 552, 782]
article — [13, 71, 140, 489]
subheadline: THE MINING BOOM. — [862, 153, 941, 163]
